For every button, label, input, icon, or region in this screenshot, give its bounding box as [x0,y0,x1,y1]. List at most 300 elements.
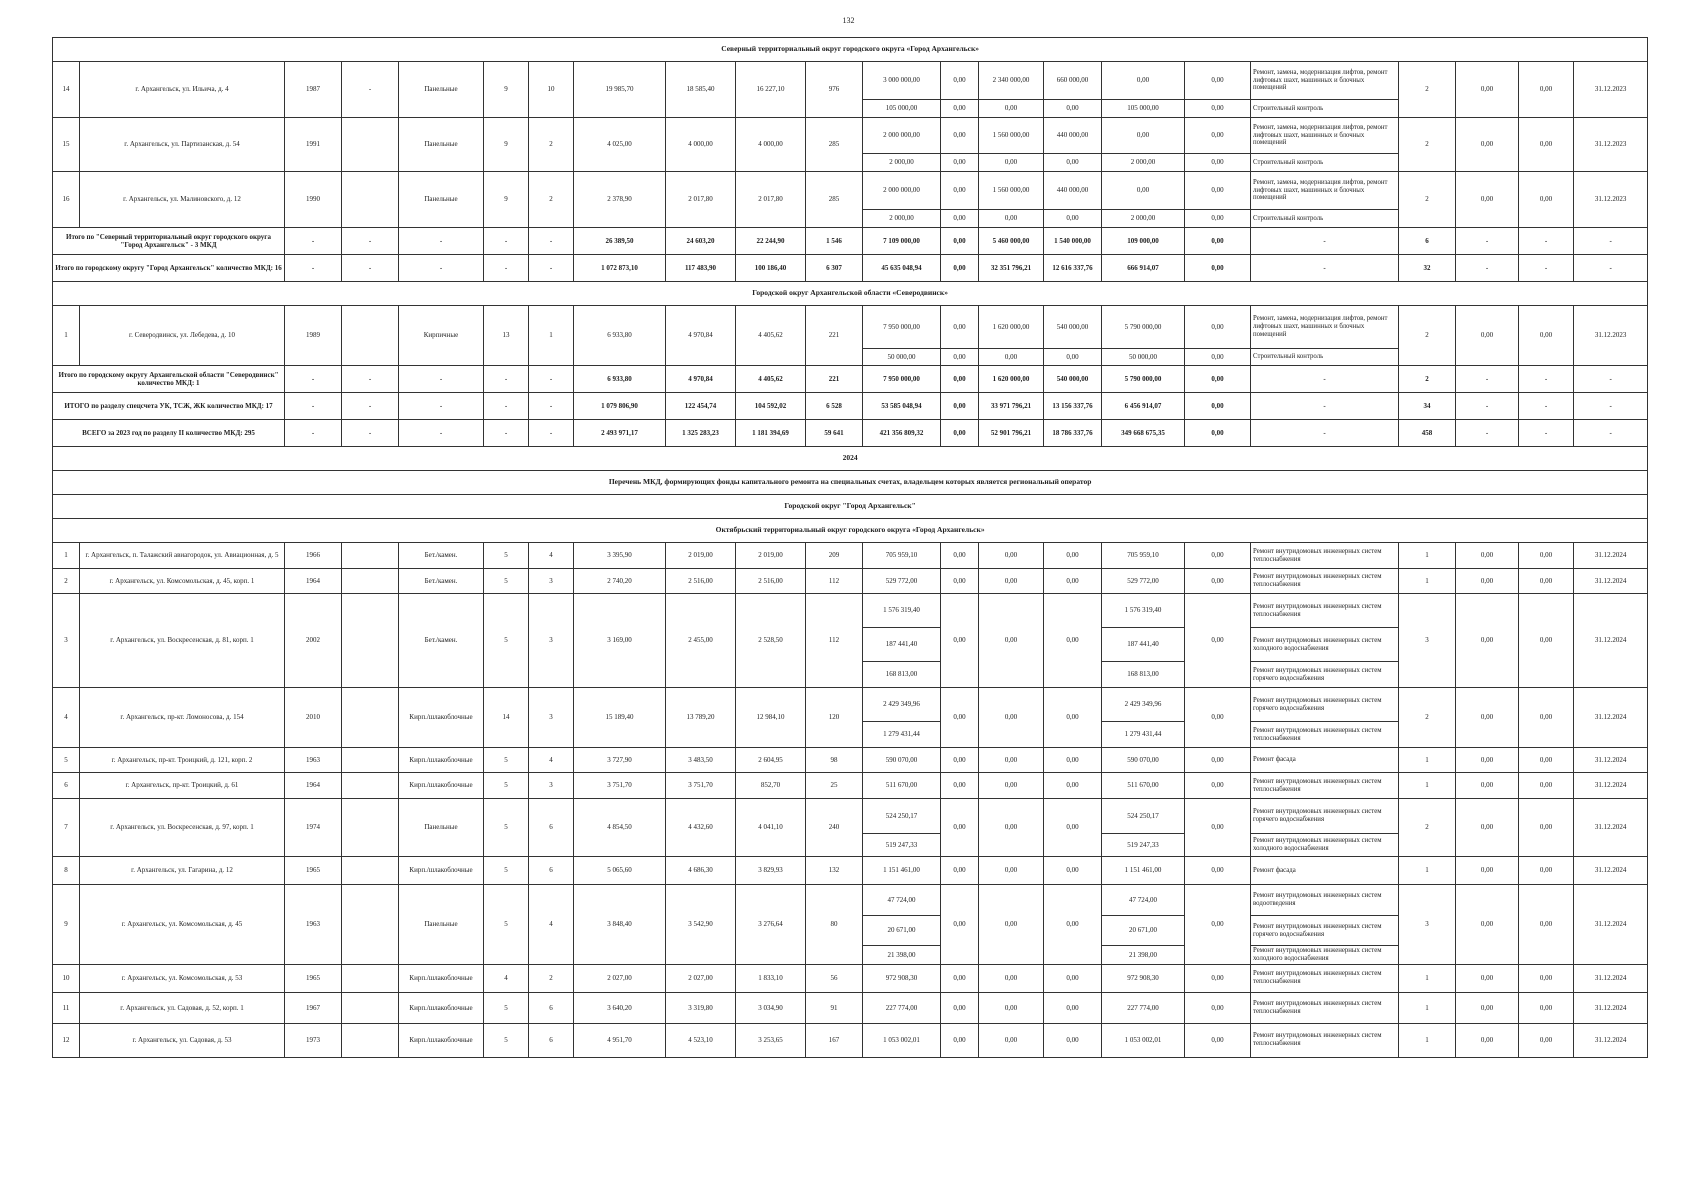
total-c1: 0,00 [941,393,979,420]
completion-date: 31.12.2024 [1574,748,1648,773]
cost-local: 0,00 [1044,1023,1102,1057]
cost-owners: 705 959,10 [1102,543,1185,569]
build-year: 1964 [285,569,342,594]
cost-other: 0,00 [1185,857,1251,885]
cost-owners: 519 247,33 [1102,834,1185,857]
house-row [53,885,1648,916]
cost-regional: 1 620 000,00 [979,306,1044,349]
unit-cost: 0,00 [1456,543,1519,569]
work-count: 2 [1399,172,1456,228]
cost-regional: 0,00 [979,349,1044,366]
wall-material: Бет./камен. [399,543,484,569]
max-cost: 0,00 [1519,118,1574,172]
house-address: г. Архангельск, ул. Малиновского, д. 12 [80,172,285,228]
total-residents: 59 641 [806,420,863,447]
cost-owners: 1 279 431,44 [1102,722,1185,748]
house-address: г. Архангельск, пр-кт. Ломоносова, д. 154 [80,688,285,748]
section-title-oktyabrsky: Октябрьский территориальный округ городского округа «Город Архангельск» [53,519,1648,543]
total-area: 15 189,40 [574,688,666,748]
commission-year [342,569,399,594]
total-row [53,228,1648,255]
work-type: Ремонт внутридомовых инженерных систем горячего водоснабжения [1251,688,1399,722]
floor-count: 5 [484,773,529,799]
cost-other: 0,00 [1185,210,1251,228]
max-cost: 0,00 [1519,964,1574,992]
cost-owners: 529 772,00 [1102,569,1185,594]
max-cost: 0,00 [1519,992,1574,1023]
cost-total: 524 250,17 [863,799,941,834]
max-cost: 0,00 [1519,773,1574,799]
max-cost: 0,00 [1519,799,1574,857]
cost-federal: 0,00 [941,349,979,366]
floor-count: 9 [484,62,529,118]
work-count: 2 [1399,306,1456,366]
resident-count: 112 [806,569,863,594]
entrance-count: 4 [529,748,574,773]
total-area_res: 4 405,62 [736,366,806,393]
total-area: 4 951,70 [574,1023,666,1057]
work-type: Строительный контроль [1251,100,1399,118]
cost-total: 2 000,00 [863,154,941,172]
work-type: Ремонт внутридомовых инженерных систем горячего водоснабжения [1251,662,1399,688]
unit-cost: 0,00 [1456,118,1519,172]
work-type: Строительный контроль [1251,210,1399,228]
house-address: г. Архангельск, ул. Садовая, д. 52, корп. 1 [80,992,285,1023]
max-cost: 0,00 [1519,569,1574,594]
total-c4: 109 000,00 [1102,228,1185,255]
completion-date: 31.12.2023 [1574,62,1648,118]
total-c4: 5 790 000,00 [1102,366,1185,393]
living-area: 2 027,00 [666,964,736,992]
total-c3: 540 000,00 [1044,366,1102,393]
total-c1: 0,00 [941,366,979,393]
work-type: Ремонт, замена, модернизация лифтов, ремонт лифтовых шахт, машинных и блочных помещений [1251,172,1399,210]
commission-year [342,799,399,857]
cost-federal: 0,00 [941,62,979,100]
work-type: Ремонт, замена, модернизация лифтов, ремонт лифтовых шахт, машинных и блочных помещений [1251,118,1399,154]
cost-total: 972 908,30 [863,964,941,992]
cost-federal: 0,00 [941,992,979,1023]
entrance-count: 6 [529,799,574,857]
dash-cell: - [1519,420,1574,447]
dash-cell: - [342,393,399,420]
house-row [53,172,1648,210]
total-c2: 5 460 000,00 [979,228,1044,255]
dash-cell: - [342,420,399,447]
wall-material: Панельные [399,62,484,118]
total-work-count: 458 [1399,420,1456,447]
cost-other: 0,00 [1185,799,1251,857]
wall-material: Панельные [399,172,484,228]
year-heading: 2024 [53,447,1648,471]
total-label: Итого по городскому округу "Город Архангельск" количество МКД: 16 [53,255,285,282]
cost-other: 0,00 [1185,100,1251,118]
dash-cell: - [1251,393,1399,420]
total-work-count: 34 [1399,393,1456,420]
total-area: 3 395,90 [574,543,666,569]
cost-regional: 0,00 [979,799,1044,857]
cost-local: 0,00 [1044,748,1102,773]
total-residents: 6 307 [806,255,863,282]
cost-other: 0,00 [1185,172,1251,210]
build-year: 1991 [285,118,342,172]
total-label: Итого по городскому округу Архангельской области "Северодвинск" количество МКД: 1 [53,366,285,393]
total-row [53,366,1648,393]
entrance-count: 4 [529,543,574,569]
build-year: 1963 [285,748,342,773]
total-c3: 13 156 337,76 [1044,393,1102,420]
entrance-count: 3 [529,569,574,594]
dash-cell: - [529,255,574,282]
dash-cell: - [1519,255,1574,282]
cost-local: 0,00 [1044,857,1102,885]
entrance-count: 6 [529,1023,574,1057]
dash-cell: - [1574,420,1648,447]
cost-owners: 2 000,00 [1102,210,1185,228]
cost-regional: 0,00 [979,885,1044,965]
cost-other: 0,00 [1185,594,1251,688]
build-year: 1990 [285,172,342,228]
living-area: 4 000,00 [666,118,736,172]
entrance-count: 2 [529,118,574,172]
total-c4: 666 914,07 [1102,255,1185,282]
work-type: Ремонт внутридомовых инженерных систем теплоснабжения [1251,964,1399,992]
unit-cost: 0,00 [1456,799,1519,857]
cost-total: 3 000 000,00 [863,62,941,100]
cost-regional: 0,00 [979,594,1044,688]
cost-owners: 105 000,00 [1102,100,1185,118]
unit-cost: 0,00 [1456,1023,1519,1057]
dash-cell: - [529,366,574,393]
total-c1: 0,00 [941,228,979,255]
cost-owners: 0,00 [1102,62,1185,100]
cost-owners: 20 671,00 [1102,916,1185,946]
wall-material: Кирпичные [399,306,484,366]
living-area: 2 455,00 [666,594,736,688]
total-c5: 0,00 [1185,420,1251,447]
cost-total: 7 950 000,00 [863,306,941,349]
dash-cell: - [484,366,529,393]
cost-total: 1 576 319,40 [863,594,941,628]
house-address: г. Архангельск, ул. Ильича, д. 4 [80,62,285,118]
house-address: г. Архангельск, ул. Садовая, д. 53 [80,1023,285,1057]
cost-other: 0,00 [1185,154,1251,172]
commission-year [342,172,399,228]
total-area_living: 122 454,74 [666,393,736,420]
house-address: г. Архангельск, ул. Комсомольская, д. 45, корп. 1 [80,569,285,594]
total-c4: 349 668 675,35 [1102,420,1185,447]
house-number: 14 [53,62,80,118]
work-type: Строительный контроль [1251,154,1399,172]
dash-cell: - [529,228,574,255]
unit-cost: 0,00 [1456,172,1519,228]
work-type: Ремонт внутридомовых инженерных систем теплоснабжения [1251,594,1399,628]
work-type: Ремонт внутридомовых инженерных систем теплоснабжения [1251,773,1399,799]
total-work-count: 6 [1399,228,1456,255]
dash-cell: - [399,393,484,420]
house-row [53,799,1648,834]
section-title-severny: Северный территориальный округ городского округа «Город Архангельск» [53,38,1648,62]
unit-cost: 0,00 [1456,594,1519,688]
build-year: 1966 [285,543,342,569]
dash-cell: - [342,366,399,393]
completion-date: 31.12.2024 [1574,799,1648,857]
residential-area: 2 528,50 [736,594,806,688]
unit-cost: 0,00 [1456,857,1519,885]
commission-year [342,857,399,885]
cost-other: 0,00 [1185,992,1251,1023]
wall-material: Панельные [399,885,484,965]
resident-count: 240 [806,799,863,857]
total-area_living: 4 970,84 [666,366,736,393]
work-count: 1 [1399,543,1456,569]
cost-federal: 0,00 [941,306,979,349]
cost-federal: 0,00 [941,210,979,228]
max-cost: 0,00 [1519,306,1574,366]
total-area_res: 100 186,40 [736,255,806,282]
section-title-severodvinsk: Городской округ Архангельской области «Северодвинск» [53,282,1648,306]
dash-cell: - [484,393,529,420]
living-area: 3 542,90 [666,885,736,965]
page-number: 132 [842,16,855,25]
dash-cell: - [529,393,574,420]
house-address: г. Северодвинск, ул. Лебедева, д. 10 [80,306,285,366]
entrance-count: 4 [529,885,574,965]
wall-material: Бет./камен. [399,594,484,688]
total-c5: 0,00 [1185,228,1251,255]
work-count: 1 [1399,1023,1456,1057]
cost-local: 660 000,00 [1044,62,1102,100]
work-count: 1 [1399,773,1456,799]
total-area_res: 22 244,90 [736,228,806,255]
cost-owners: 2 429 349,96 [1102,688,1185,722]
cost-local: 0,00 [1044,100,1102,118]
work-count: 1 [1399,964,1456,992]
cost-federal: 0,00 [941,773,979,799]
cost-federal: 0,00 [941,118,979,154]
residential-area: 2 019,00 [736,543,806,569]
house-row [53,964,1648,992]
work-type: Ремонт внутридомовых инженерных систем холодного водоснабжения [1251,628,1399,662]
commission-year [342,964,399,992]
total-area_total: 6 933,80 [574,366,666,393]
dash-cell: - [1251,420,1399,447]
total-total: 421 356 809,32 [863,420,941,447]
cost-owners: 168 813,00 [1102,662,1185,688]
commission-year [342,594,399,688]
cost-other: 0,00 [1185,62,1251,100]
dash-cell: - [285,366,342,393]
cost-other: 0,00 [1185,1023,1251,1057]
total-area: 3 640,20 [574,992,666,1023]
dash-cell: - [342,255,399,282]
cost-owners: 227 774,00 [1102,992,1185,1023]
cost-regional: 0,00 [979,154,1044,172]
section-header-row [53,495,1648,519]
build-year: 1965 [285,857,342,885]
build-year: 1963 [285,885,342,965]
cost-regional: 0,00 [979,857,1044,885]
total-area: 3 751,70 [574,773,666,799]
commission-year [342,118,399,172]
dash-cell: - [399,420,484,447]
unit-cost: 0,00 [1456,992,1519,1023]
cost-local: 0,00 [1044,964,1102,992]
residential-area: 3 034,90 [736,992,806,1023]
floor-count: 5 [484,748,529,773]
section-header-row [53,38,1648,62]
living-area: 4 432,60 [666,799,736,857]
work-type: Ремонт внутридомовых инженерных систем теплоснабжения [1251,569,1399,594]
unit-cost: 0,00 [1456,569,1519,594]
cost-owners: 0,00 [1102,118,1185,154]
work-type: Ремонт, замена, модернизация лифтов, ремонт лифтовых шахт, машинных и блочных помещений [1251,306,1399,349]
total-area_living: 117 483,90 [666,255,736,282]
residential-area: 4 405,62 [736,306,806,366]
cost-total: 21 398,00 [863,946,941,965]
living-area: 3 751,70 [666,773,736,799]
cost-federal: 0,00 [941,964,979,992]
commission-year [342,688,399,748]
cost-total: 519 247,33 [863,834,941,857]
total-c3: 18 786 337,76 [1044,420,1102,447]
total-row [53,255,1648,282]
floor-count: 5 [484,885,529,965]
cost-other: 0,00 [1185,306,1251,349]
section-header-row [53,519,1648,543]
total-area: 3 169,00 [574,594,666,688]
wall-material: Кирп./шлакоблочные [399,773,484,799]
entrance-count: 10 [529,62,574,118]
residential-area: 12 984,10 [736,688,806,748]
cost-total: 105 000,00 [863,100,941,118]
house-number: 16 [53,172,80,228]
cost-total: 2 429 349,96 [863,688,941,722]
total-c1: 0,00 [941,255,979,282]
living-area: 3 483,50 [666,748,736,773]
cost-federal: 0,00 [941,100,979,118]
living-area: 4 970,84 [666,306,736,366]
dash-cell: - [1456,255,1519,282]
completion-date: 31.12.2024 [1574,992,1648,1023]
resident-count: 167 [806,1023,863,1057]
unit-cost: 0,00 [1456,773,1519,799]
total-area_total: 1 072 873,10 [574,255,666,282]
cost-owners: 21 398,00 [1102,946,1185,965]
resident-count: 80 [806,885,863,965]
living-area: 4 523,10 [666,1023,736,1057]
work-type: Ремонт внутридомовых инженерных систем теплоснабжения [1251,1023,1399,1057]
cost-total: 511 670,00 [863,773,941,799]
cost-federal: 0,00 [941,172,979,210]
dash-cell: - [529,420,574,447]
unit-cost: 0,00 [1456,885,1519,965]
cost-owners: 524 250,17 [1102,799,1185,834]
residential-area: 3 276,64 [736,885,806,965]
cost-owners: 1 053 002,01 [1102,1023,1185,1057]
list-heading: Перечень МКД, формирующих фонды капитального ремонта на специальных счетах, владельцем которых является региональный оператор [53,471,1648,495]
cost-owners: 5 790 000,00 [1102,306,1185,349]
work-type: Ремонт фасада [1251,748,1399,773]
house-row [53,1023,1648,1057]
total-c1: 0,00 [941,420,979,447]
cost-owners: 972 908,30 [1102,964,1185,992]
work-count: 2 [1399,688,1456,748]
floor-count: 14 [484,688,529,748]
dash-cell: - [1251,366,1399,393]
total-area_living: 24 603,20 [666,228,736,255]
residential-area: 3 253,65 [736,1023,806,1057]
cost-other: 0,00 [1185,748,1251,773]
cost-total: 20 671,00 [863,916,941,946]
cost-owners: 47 724,00 [1102,885,1185,916]
cost-regional: 0,00 [979,1023,1044,1057]
section-header-row [53,471,1648,495]
house-row [53,688,1648,722]
cost-federal: 0,00 [941,569,979,594]
resident-count: 285 [806,118,863,172]
build-year: 1973 [285,1023,342,1057]
commission-year [342,543,399,569]
commission-year [342,773,399,799]
unit-cost: 0,00 [1456,688,1519,748]
cost-federal: 0,00 [941,154,979,172]
cost-total: 2 000 000,00 [863,118,941,154]
house-row [53,992,1648,1023]
total-area: 6 933,80 [574,306,666,366]
max-cost: 0,00 [1519,543,1574,569]
resident-count: 120 [806,688,863,748]
house-number: 5 [53,748,80,773]
total-area: 4 854,50 [574,799,666,857]
house-address: г. Архангельск, ул. Комсомольская, д. 53 [80,964,285,992]
total-total: 7 950 000,00 [863,366,941,393]
cost-regional: 0,00 [979,748,1044,773]
work-count: 3 [1399,885,1456,965]
work-type: Ремонт, замена, модернизация лифтов, ремонт лифтовых шахт, машинных и блочных помещений [1251,62,1399,100]
wall-material: Кирп./шлакоблочные [399,964,484,992]
capital-repair-table-wrapper [52,37,1647,1058]
residential-area: 2 604,95 [736,748,806,773]
section-header-row [53,447,1648,471]
dash-cell: - [1519,393,1574,420]
dash-cell: - [399,228,484,255]
cost-federal: 0,00 [941,688,979,748]
cost-owners: 1 151 461,00 [1102,857,1185,885]
resident-count: 25 [806,773,863,799]
cost-local: 0,00 [1044,885,1102,965]
house-address: г. Архангельск, ул. Воскресенская, д. 81, корп. 1 [80,594,285,688]
cost-owners: 1 576 319,40 [1102,594,1185,628]
work-type: Ремонт фасада [1251,857,1399,885]
cost-federal: 0,00 [941,885,979,965]
dash-cell: - [1456,393,1519,420]
build-year: 1989 [285,306,342,366]
house-number: 9 [53,885,80,965]
work-count: 3 [1399,594,1456,688]
section-header-row [53,282,1648,306]
entrance-count: 2 [529,172,574,228]
cost-regional: 0,00 [979,688,1044,748]
unit-cost: 0,00 [1456,748,1519,773]
build-year: 2002 [285,594,342,688]
commission-year [342,748,399,773]
house-number: 6 [53,773,80,799]
floor-count: 5 [484,569,529,594]
unit-cost: 0,00 [1456,964,1519,992]
total-c3: 12 616 337,76 [1044,255,1102,282]
resident-count: 285 [806,172,863,228]
